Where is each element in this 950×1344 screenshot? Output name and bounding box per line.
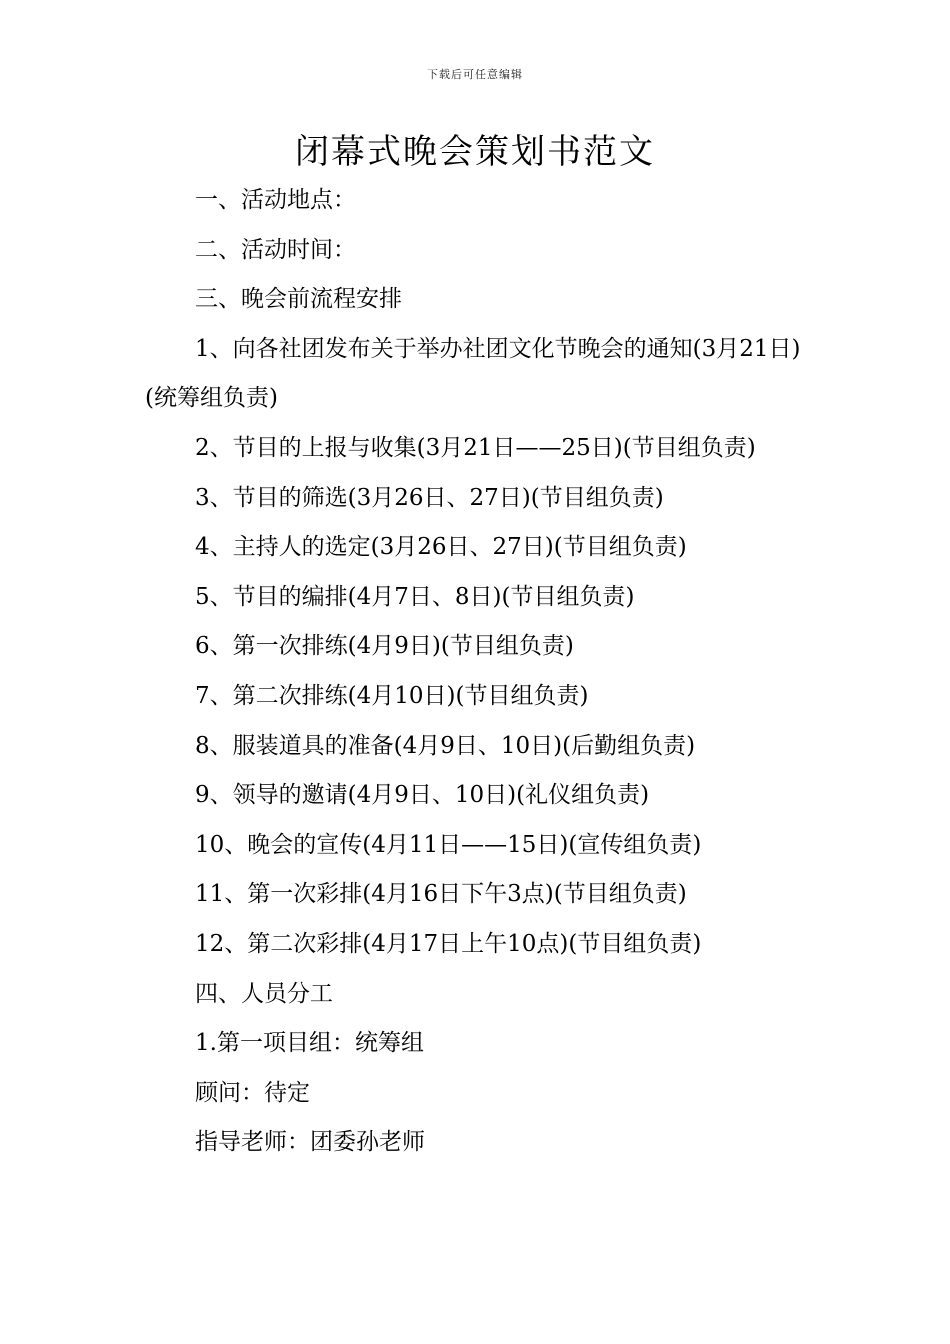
schedule-item: 9、领导的邀请(4月9日、10日)(礼仪组负责) <box>195 782 650 809</box>
schedule-item: 8、服装道具的准备(4月9日、10日)(后勤组负责) <box>195 732 696 759</box>
schedule-item: 6、第一次排练(4月9日)(节目组负责) <box>195 633 574 660</box>
header-note: 下载后可任意编辑 <box>427 68 523 81</box>
schedule-item: 10、晚会的宣传(4月11日——15日)(宣传组负责) <box>195 831 702 858</box>
staffing-item: 指导老师：团委孙老师 <box>195 1129 425 1156</box>
section-heading-pre-event-schedule: 三、晚会前流程安排 <box>195 286 402 313</box>
schedule-item: 1、向各社团发布关于举办社团文化节晚会的通知(3月21日)(统筹组负责) <box>145 335 801 412</box>
schedule-item: 7、第二次排练(4月10日)(节目组负责) <box>195 682 589 709</box>
schedule-item: 3、节目的筛选(3月26日、27日)(节目组负责) <box>195 484 664 511</box>
document-title: 闭幕式晚会策划书范文 <box>295 132 655 172</box>
document-body <box>145 176 810 1168</box>
staffing-item: 1.第一项目组：统筹组 <box>195 1030 424 1057</box>
section-heading-time: 二、活动时间： <box>195 236 356 263</box>
staffing-item: 顾问：待定 <box>195 1079 310 1106</box>
schedule-item: 4、主持人的选定(3月26日、27日)(节目组负责) <box>195 534 687 561</box>
section-heading-staffing: 四、人员分工 <box>195 980 333 1007</box>
section-heading-venue: 一、活动地点： <box>195 187 356 213</box>
schedule-item: 11、第一次彩排(4月16日下午3点)(节目组负责) <box>195 881 687 908</box>
schedule-item: 5、节目的编排(4月7日、8日)(节目组负责) <box>195 583 635 610</box>
schedule-item: 2、节目的上报与收集(3月21日——25日)(节目组负责) <box>195 434 756 461</box>
schedule-item: 12、第二次彩排(4月17日上午10点)(节目组负责) <box>195 930 702 957</box>
